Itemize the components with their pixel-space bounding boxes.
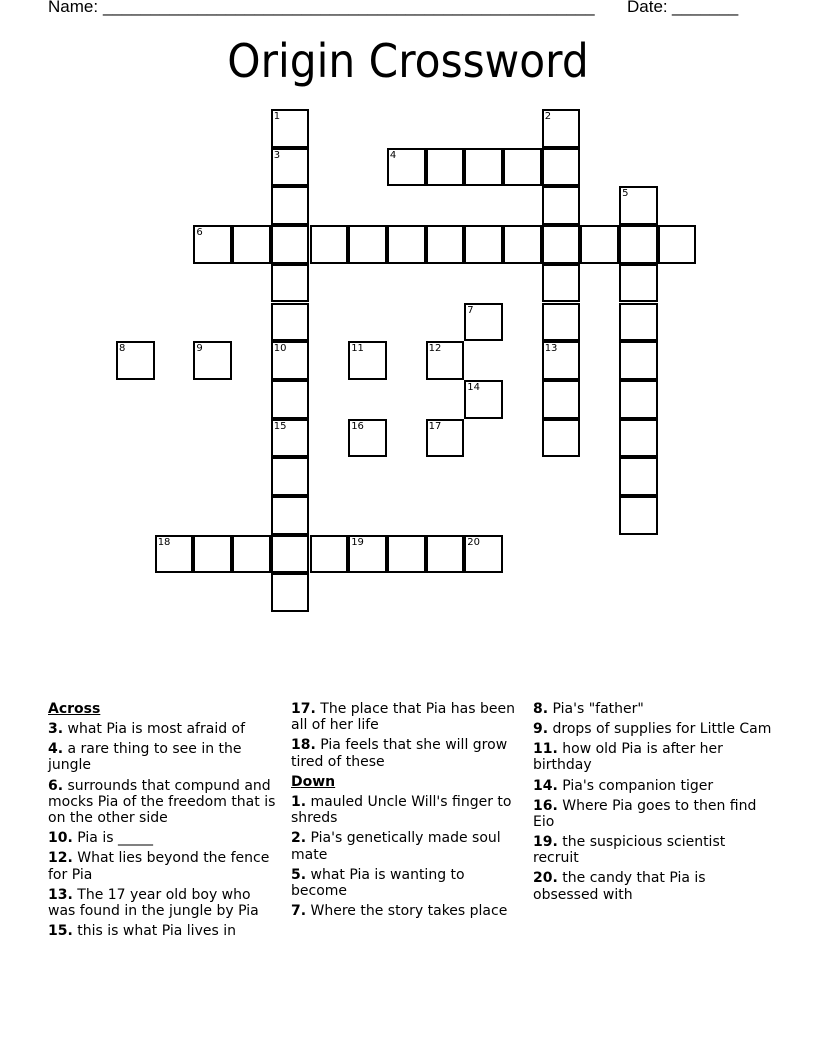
crossword-cell[interactable] [271, 419, 310, 458]
clues-column-3 [533, 701, 773, 907]
crossword-cell[interactable] [387, 225, 426, 264]
crossword-cell[interactable] [619, 457, 658, 496]
clue-text: Pia's "father" [552, 701, 644, 717]
clue-number: 17. [291, 701, 316, 717]
crossword-cell[interactable] [619, 186, 658, 225]
clue-across-18 [291, 737, 523, 770]
clue-text: Where Pia goes to then find Eio [533, 797, 757, 830]
crossword-cell[interactable] [348, 341, 387, 380]
clue-text: Pia's genetically made soul mate [291, 830, 501, 863]
clue-text: The 17 year old boy who was found in the jungle by Pia [48, 886, 259, 920]
crossword-cell[interactable] [464, 303, 503, 342]
crossword-cell[interactable] [426, 341, 465, 380]
crossword-cell[interactable] [271, 109, 310, 148]
crossword-cell[interactable] [193, 225, 232, 264]
crossword-cell[interactable] [542, 264, 581, 303]
clue-text: what Pia is wanting to become [291, 866, 465, 899]
crossword-cell[interactable] [542, 148, 581, 187]
clues-column-1 [48, 701, 280, 943]
clue-text: Where the story takes place [310, 903, 508, 920]
clue-number: 3. [48, 721, 64, 738]
clue-down-19 [533, 834, 773, 867]
cell-number: 2 [544, 111, 552, 122]
cell-number: 1 [273, 111, 281, 122]
clue-text: The place that Pia has been all of her life [291, 701, 515, 734]
crossword-cell[interactable] [464, 535, 503, 574]
crossword-cell[interactable] [232, 225, 271, 264]
crossword-cell[interactable] [619, 496, 658, 535]
crossword-cell[interactable] [387, 535, 426, 574]
clue-text: mauled Uncle Will's finger to shreds [291, 793, 512, 827]
clue-across-12 [48, 850, 280, 883]
crossword-cell[interactable] [310, 535, 349, 574]
crossword-cell[interactable] [271, 186, 310, 225]
crossword-cell[interactable] [464, 225, 503, 264]
crossword-cell[interactable] [542, 419, 581, 458]
clue-across-6 [48, 778, 280, 827]
clue-number: 6. [48, 777, 64, 794]
crossword-cell[interactable] [464, 148, 503, 187]
clue-down-11 [533, 741, 773, 774]
clue-number: 14. [533, 777, 558, 794]
down-heading: Down [291, 773, 336, 790]
clue-number: 19. [533, 834, 558, 851]
cell-number: 19 [351, 536, 364, 548]
cell-number: 9 [196, 343, 203, 355]
clue-text: drops of supplies for Little Cam [552, 721, 772, 738]
cell-number: 17 [428, 420, 442, 432]
clue-number: 1. [291, 793, 307, 810]
crossword-cell[interactable] [503, 148, 542, 187]
crossword-cell[interactable] [387, 148, 426, 187]
crossword-cell[interactable] [310, 225, 349, 264]
clue-down-9 [533, 721, 773, 737]
crossword-cell[interactable] [271, 148, 310, 187]
crossword-cell[interactable] [348, 419, 387, 458]
crossword-cell[interactable] [503, 225, 542, 264]
crossword-cell[interactable] [232, 535, 271, 574]
page-title: Origin Crossword [227, 34, 589, 88]
cell-number: 4 [389, 149, 397, 161]
crossword-cell[interactable] [271, 264, 310, 303]
crossword-cell[interactable] [619, 264, 658, 303]
crossword-cell[interactable] [542, 109, 581, 148]
clue-number: 10. [48, 830, 73, 847]
clue-number: 8. [533, 701, 549, 717]
crossword-cell[interactable] [193, 341, 232, 380]
cell-number: 8 [119, 343, 126, 355]
crossword-cell[interactable] [619, 341, 658, 380]
clue-number: 18. [291, 737, 316, 754]
across-heading: Across [48, 701, 101, 717]
clue-number: 15. [48, 923, 73, 940]
crossword-cell[interactable] [542, 380, 581, 419]
crossword-cell[interactable] [619, 380, 658, 419]
clue-down-2 [291, 830, 523, 863]
clue-text: surrounds that compund and mocks Pia of the freedom that is on the other side [48, 777, 276, 827]
cell-number: 20 [467, 536, 481, 548]
crossword-cell[interactable] [271, 380, 310, 419]
cell-number: 12 [428, 343, 442, 355]
clue-number: 16. [533, 797, 558, 814]
cell-number: 7 [467, 304, 474, 316]
clue-number: 12. [48, 850, 73, 867]
date-label: Date: [627, 0, 668, 16]
clue-number: 20. [533, 870, 558, 887]
clue-across-13 [48, 887, 280, 920]
clue-number: 4. [48, 741, 64, 758]
crossword-cell[interactable] [271, 496, 310, 535]
crossword-cell[interactable] [155, 535, 194, 574]
cell-number: 16 [351, 420, 364, 432]
clue-number: 9. [533, 721, 549, 738]
clue-text: Pia's companion tiger [562, 777, 714, 794]
clue-text: what Pia is most afraid of [67, 721, 246, 738]
cell-number: 13 [544, 343, 558, 355]
cell-number: 11 [351, 343, 364, 355]
crossword-cell[interactable] [542, 303, 581, 342]
crossword-cell[interactable] [271, 341, 310, 380]
clue-text: the suspicious scientist recruit [533, 834, 726, 867]
name-label: Name: [48, 0, 99, 16]
crossword-cell[interactable] [426, 225, 465, 264]
crossword-cell[interactable] [619, 419, 658, 458]
crossword-cell[interactable] [426, 419, 465, 458]
crossword-cell[interactable] [348, 225, 387, 264]
crossword-cell[interactable] [193, 535, 232, 574]
clue-text: how old Pia is after her birthday [533, 741, 723, 774]
crossword-cell[interactable] [271, 225, 310, 264]
clue-text: Pia is _____ [77, 830, 153, 847]
clue-across-17 [291, 701, 523, 734]
cell-number: 15 [273, 420, 287, 432]
clue-down-1 [291, 794, 523, 827]
clue-across-3 [48, 721, 280, 737]
name-field[interactable]: ____________________________________________________ [103, 0, 595, 16]
crossword-cell[interactable] [542, 186, 581, 225]
crossword-cell[interactable] [464, 380, 503, 419]
clue-down-14 [533, 778, 773, 794]
cell-number: 5 [622, 188, 629, 200]
crossword-cell[interactable] [619, 225, 658, 264]
clue-across-10 [48, 830, 280, 846]
crossword-cell[interactable] [619, 303, 658, 342]
crossword-cell[interactable] [426, 535, 465, 574]
crossword-cell[interactable] [271, 535, 310, 574]
crossword-cell[interactable] [542, 225, 581, 264]
cell-number: 14 [467, 381, 481, 393]
crossword-cell[interactable] [271, 457, 310, 496]
clue-number: 2. [291, 830, 307, 847]
clue-text: What lies beyond the fence for Pia [48, 850, 270, 883]
clue-number: 7. [291, 903, 307, 920]
crossword-cell[interactable] [271, 573, 310, 612]
clue-text: this is what Pia lives in [77, 923, 236, 940]
cell-number: 18 [157, 536, 171, 548]
crossword-cell[interactable] [426, 148, 465, 187]
cell-number: 6 [196, 227, 203, 239]
crossword-cell[interactable] [580, 225, 619, 264]
clue-across-4 [48, 741, 280, 774]
clue-down-5 [291, 867, 523, 900]
clue-across-15 [48, 923, 280, 939]
clue-down-7 [291, 903, 523, 919]
crossword-cell[interactable] [348, 535, 387, 574]
clue-number: 11. [533, 741, 558, 758]
clue-number: 13. [48, 886, 73, 903]
clue-down-8 [533, 701, 773, 717]
clue-text: the candy that Pia is obsessed with [533, 870, 706, 903]
crossword-cell[interactable] [271, 303, 310, 342]
cell-number: 3 [273, 149, 281, 161]
crossword-cell[interactable] [116, 341, 155, 380]
cell-number: 10 [273, 343, 287, 355]
crossword-cell[interactable] [542, 341, 581, 380]
crossword-cell[interactable] [658, 225, 697, 264]
clue-text: Pia feels that she will grow tired of these [291, 737, 508, 770]
clue-text: a rare thing to see in the jungle [48, 741, 242, 774]
clue-down-20 [533, 870, 773, 903]
date-field[interactable]: _______ [672, 0, 739, 16]
clue-down-16 [533, 798, 773, 831]
clues-column-2 [291, 701, 523, 923]
clue-number: 5. [291, 866, 307, 883]
